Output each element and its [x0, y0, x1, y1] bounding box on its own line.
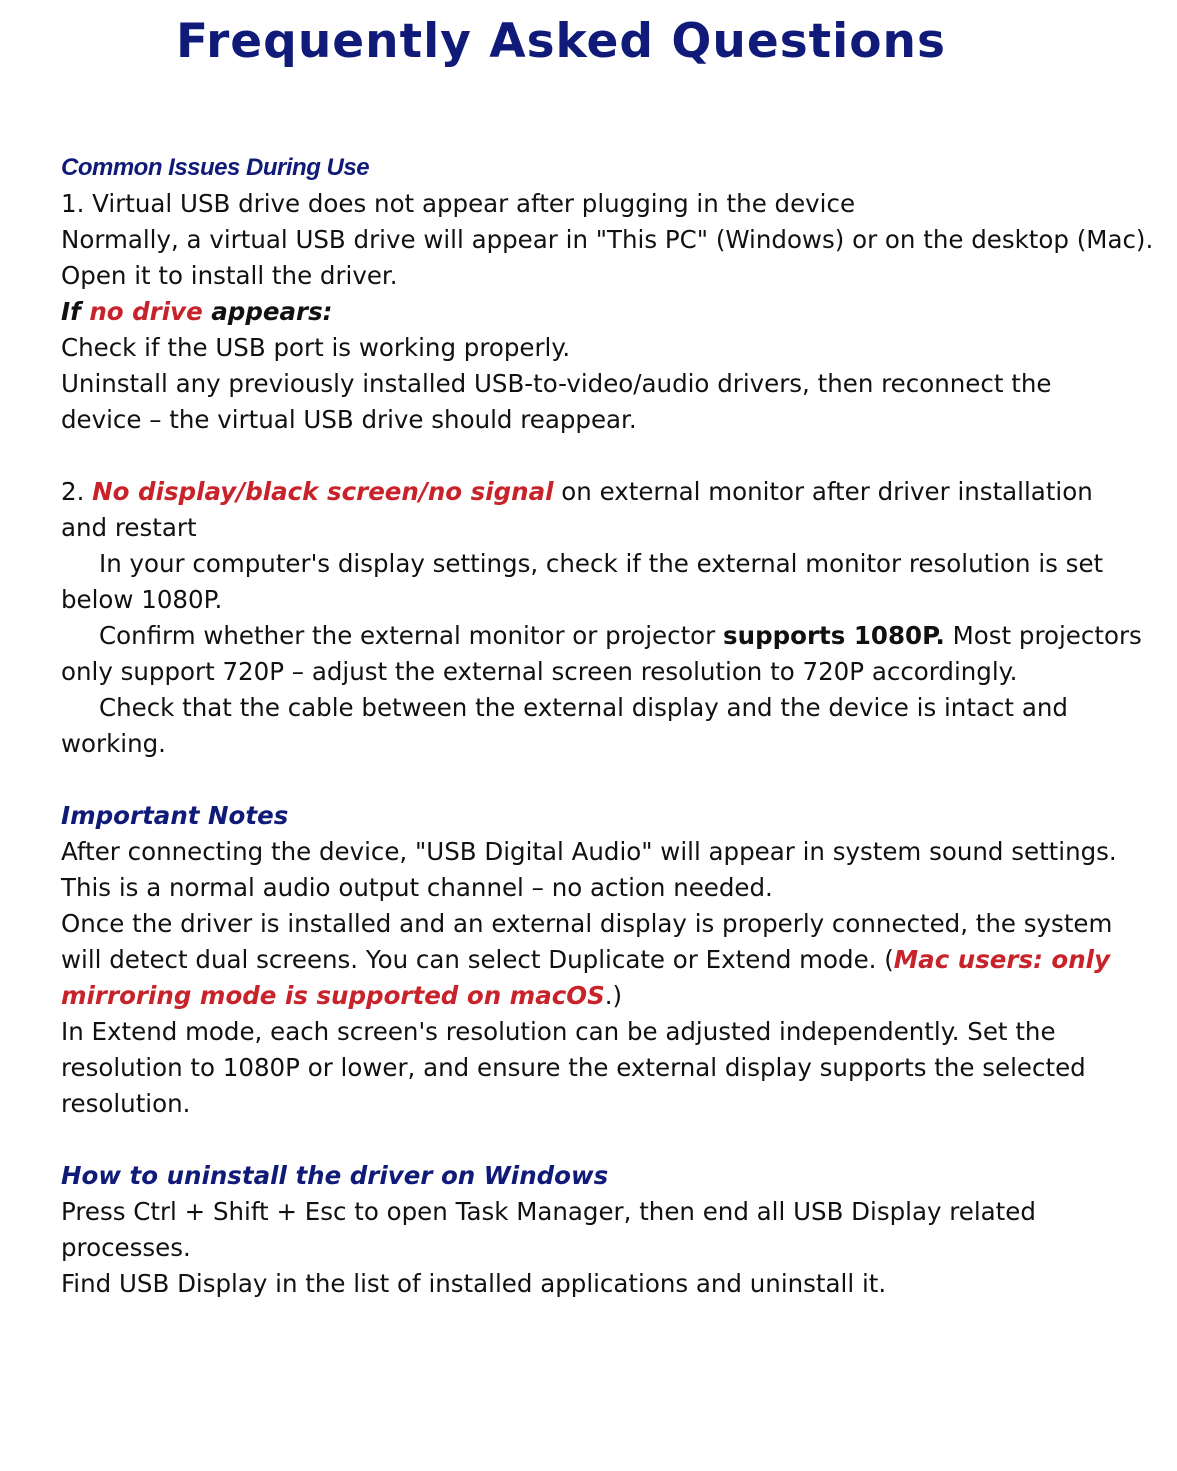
- body-text: resolution to 1080P or lower, and ensure the external display supports the selected: [61, 1053, 1086, 1082]
- question-2-number: 2.: [61, 477, 93, 506]
- closing-paren: .): [604, 981, 623, 1010]
- body-text: [61, 978, 1141, 1014]
- body-text: below 1080P.: [61, 585, 223, 614]
- supports-1080p-bold: supports 1080P.: [723, 621, 945, 650]
- section-heading-important-notes: Important Notes: [61, 801, 289, 830]
- section-heading-uninstall: How to uninstall the driver on Windows: [61, 1161, 609, 1190]
- body-text: Once the driver is installed and an external display is properly connected, the system: [61, 909, 1113, 938]
- confirm-prefix: Confirm whether the external monitor or projector: [99, 621, 724, 650]
- if-no-drive-label: [61, 294, 1141, 330]
- no-drive-highlight: no drive: [89, 297, 203, 326]
- question-2-continued: and restart: [61, 513, 197, 542]
- dual-screen-text: will detect dual screens. You can select Duplicate or Extend mode. (: [61, 945, 894, 974]
- body-text: Check that the cable between the external display and the device is intact and: [99, 693, 1068, 722]
- body-text: In your computer's display settings, check if the external monitor resolution is set: [99, 549, 1104, 578]
- body-text: This is a normal audio output channel – no action needed.: [61, 873, 773, 902]
- body-text: Find USB Display in the list of installed applications and uninstall it.: [61, 1269, 887, 1298]
- body-text: Normally, a virtual USB drive will appear in "This PC" (Windows) or on the desktop (Mac).: [61, 225, 1154, 254]
- spacer: [61, 1122, 1141, 1158]
- check-line: Check if the USB port is working properly.: [61, 333, 571, 362]
- question-2: [61, 474, 1141, 510]
- page-title: Frequently Asked Questions: [176, 14, 946, 69]
- spacer: [61, 762, 1141, 798]
- body-text: only support 720P – adjust the external screen resolution to 720P accordingly.: [61, 657, 1018, 686]
- body-text: Press Ctrl + Shift + Esc to open Task Manager, then end all USB Display related: [61, 1197, 1036, 1226]
- body-text: In Extend mode, each screen's resolution can be adjusted independently. Set the: [61, 1017, 1056, 1046]
- spacer: [61, 438, 1141, 474]
- if-prefix: If: [61, 297, 90, 326]
- body-text: [61, 942, 1141, 978]
- no-display-highlight: No display/black screen/no signal: [92, 477, 554, 506]
- appears-suffix: appears:: [202, 297, 333, 326]
- body-text: working.: [61, 729, 166, 758]
- body-text: processes.: [61, 1233, 191, 1262]
- body-text: After connecting the device, "USB Digital Audio" will appear in system sound settings.: [61, 837, 1117, 866]
- body-text: [61, 618, 1141, 654]
- check-line: device – the virtual USB drive should reappear.: [61, 405, 637, 434]
- question-2-suffix: on external monitor after driver installation: [553, 477, 1093, 506]
- body-text: Open it to install the driver.: [61, 261, 398, 290]
- body-text: resolution.: [61, 1089, 191, 1118]
- confirm-suffix: Most projectors: [944, 621, 1142, 650]
- faq-content: [61, 150, 1154, 1302]
- section-heading-common-issues: Common Issues During Use: [61, 154, 370, 181]
- check-line: Uninstall any previously installed USB-to-video/audio drivers, then reconnect the: [61, 369, 1052, 398]
- question-1: 1. Virtual USB drive does not appear after plugging in the device: [61, 189, 856, 218]
- mirroring-mode-highlight: mirroring mode is supported on macOS: [61, 981, 605, 1010]
- mac-users-highlight: Mac users: only: [893, 945, 1111, 974]
